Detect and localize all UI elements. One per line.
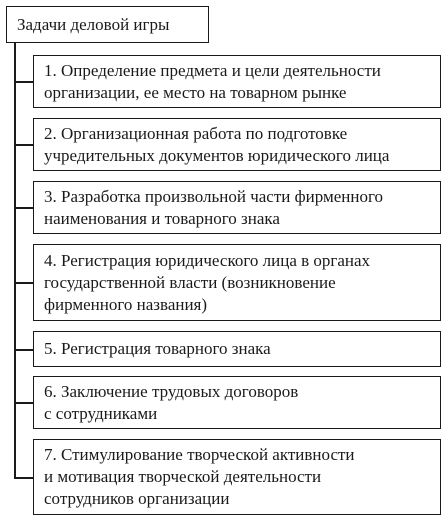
task-4-line-3: фирменного названия) (44, 294, 208, 314)
task-3-line-1: 3. Разработка произвольной части фирменного (44, 186, 384, 206)
task-3-line-2: наименования и товарного знака (44, 208, 280, 228)
task-7-line-1: 7. Стимулирование творческой активности (44, 445, 355, 464)
task-7-line-2: и мотивация творческой деятельности (44, 467, 322, 486)
connector-branch-2 (14, 144, 33, 146)
task-4-line-1: 4. Регистрация юридического лица в органах (44, 250, 371, 270)
task-5-line-1: 5. Регистрация товарного знака (44, 339, 271, 358)
diagram-title-box (6, 6, 209, 43)
task-box-5 (33, 331, 441, 367)
connector-branch-3 (14, 207, 33, 209)
connector-branch-1 (14, 81, 33, 83)
task-2-line-1: 2. Организационная работа по подготовке (44, 123, 348, 143)
task-box-2 (33, 118, 441, 171)
task-1-line-1: 1. Определение предмета и цели деятельности (44, 60, 381, 80)
task-box-4 (33, 244, 441, 321)
connector-trunk (14, 43, 16, 478)
task-box-1 (33, 55, 441, 108)
diagram-title: Задачи деловой игры (17, 14, 170, 34)
task-1-line-2: организации, ее место на товарном рынке (44, 82, 347, 102)
connector-branch-6 (14, 402, 33, 404)
connector-branch-5 (14, 349, 33, 351)
task-box-3 (33, 181, 441, 234)
task-4-line-2: государственной власти (возникновение (44, 272, 336, 292)
task-box-7 (33, 439, 441, 515)
task-7-line-3: сотрудников организации (44, 489, 230, 508)
connector-branch-7 (14, 477, 33, 479)
task-box-6 (33, 376, 441, 429)
task-6-line-2: с сотрудниками (44, 403, 158, 423)
task-6-line-1: 6. Заключение трудовых договоров (44, 381, 299, 401)
connector-branch-4 (14, 282, 33, 284)
task-2-line-2: учредительных документов юридического лица (44, 145, 390, 165)
